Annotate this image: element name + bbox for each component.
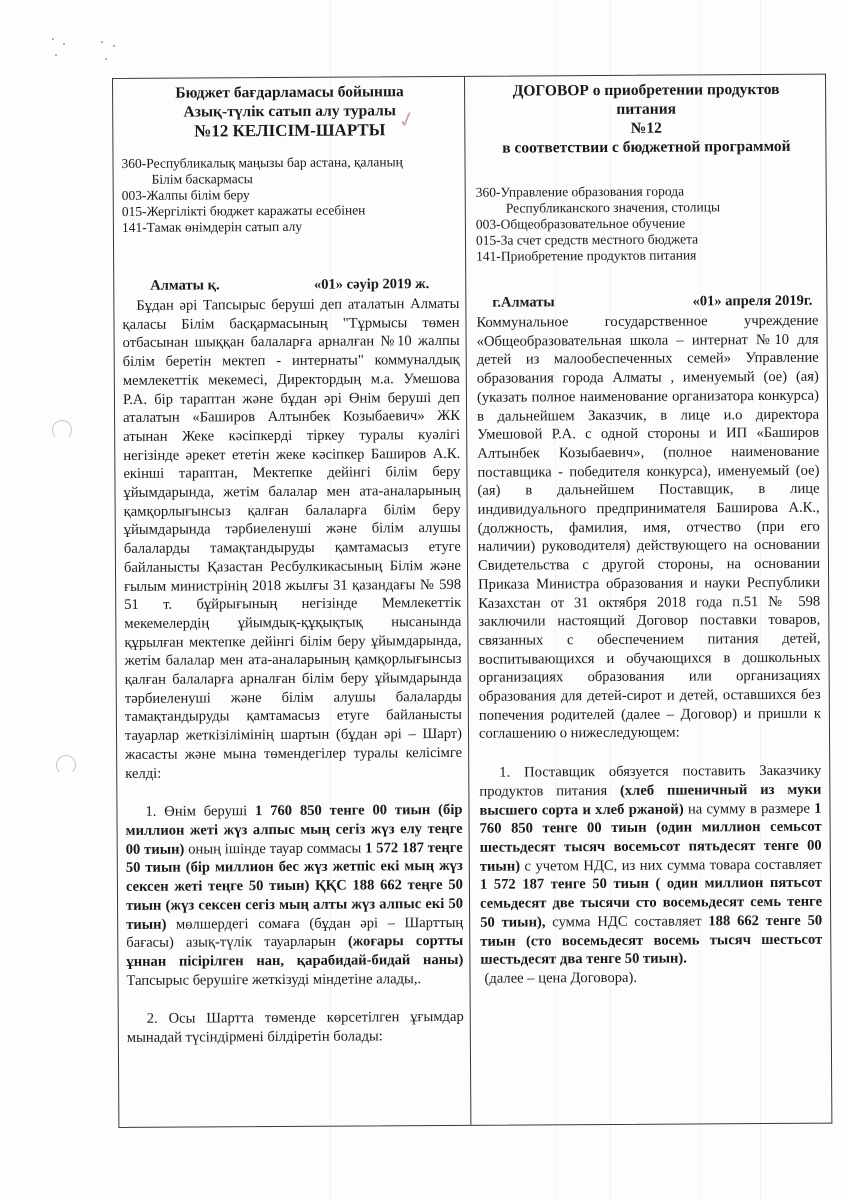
kz-products: (жоғары сортты ұннан пісірілген нан, қарабидай-бидай наны) [126,933,464,970]
ru-amount-total: 1 760 850 тенге 00 тиын (один миллион семьсот шестьдесят тысяч восемьсот пятьдесят тенге 00 тиын) [479,800,822,875]
kz-preamble: Бұдан әрі Тапсырыс беруші деп аталатын Алматы қаласы Білім басқармасының "Тұрмысы төмен отбасынан шыққан балаларға арналған №10 жалпы білім беретін мектеп - интернаты" коммуналдық мемлекеттік мекемесі, Директордың м.а. Умешова Р.А. бір тараптан және бұдан әрі Өнім беруші деп аталатын «Баширов Алтынбек Козыбаевич» ЖК атынан Жеке кәсіпкерді тіркеу туралы куәлігі негізінде әрекет ететін жеке кәсіпкер Баширов А.К. екінші тараптан, Мектепке дейінгі білім беру ұйымдарында, жетім балалар мен ата-аналарының қамқорлығынсыз қалған балаларға білім беру ұйымдарында тәрбиеленуші және білім алушы балаларды тамақтандыруды қамтамасыз етуге байланысты Қазастан Ресбулкикасының Білім және ғылым министрінің 2018 жылғы 31 қазандағы № 598 51 т. бұйрығының негізінде Мемлекеттік мекемелердің ұйымдық-құқықтық нысанында құрылған мектепке дейінгі білім беру ұйымдарында, жетім балалар мен ата-аналарының қамқорлығынсыз қалған балаларға арналған білім беру ұйымдарында тәрбиеленуші және білім алушы балаларды тамақтандыруды қамтамасыз етуге байланысты тауарлар жеткізілімінің шартын (бұдан әрі – Шарт) жасасты және мына төмендегілер туралы келісімге келді: [122,295,463,782]
ru-title-line-4: в соответствии с бюджетной программой [502,137,791,157]
ru-budget-code: 003-Общеобразовательное обучение [475,215,686,232]
ru-clause-1-text: сумма НДС составляет [545,913,709,931]
ru-clause-1-text: 1. Поставщик обязуется поставить Заказчику продуктов питания [479,762,822,800]
kz-clause-1-text: мөлшердегі сомаға (бұдан әрі – Шарттың бағасы) азық-түлік тауарларын [126,914,464,952]
kz-place-date [122,276,459,295]
ru-date: «01» апреля 2019г. [692,292,813,310]
ru-budget-code-continuation: Республиканского значения, столицы [505,199,721,216]
kz-amount-goods: 1 572 187 теңге 50 тиын (бір миллион бес жүз жетпіс екі мың жүз сексен жеті теңге 50 тиын) ҚҚС 188 662 теңге 50 тиын (жүз сексен сегіз мың алты жүз алпыс екі 50 тиын) [125,839,464,933]
ru-body [476,312,822,989]
ru-amount-vat: 188 662 тенге 50 тиын (сто восемьдесят восемь тысяч шестьсот шестьдесят два тенге 50 тиын). [480,912,823,968]
kz-budget-code: 360-Республикалық маңызы бар астана, қаланың [121,154,403,171]
kazakh-column [113,77,471,1127]
ru-title-line-3: №12 [630,119,662,137]
ru-amount-goods: 1 572 187 тенге 50 тиын ( один миллион пятьсот семьдесят две тысячи сто восемьдесят семь тенге 50 тиын), [479,875,823,931]
kz-title-line-2: Азық-түлік сатып алу туралы [183,102,396,121]
ru-price-note: (далее – цена Договора). [484,969,638,987]
kz-clause-1-text: Тапсырыс берушіге жеткізуді міндетіне алады,. [126,970,422,989]
scan-specks [45,30,125,70]
ru-clause-1-text: на сумму в размере [683,800,815,818]
kz-budget-code: 003-Жалпы білім беру [121,187,250,203]
kz-clause-1 [125,801,463,990]
punch-hole-top [52,420,72,440]
kz-budget-codes [121,154,458,236]
ru-title-line-2: питания [616,100,677,118]
ru-clause-1 [479,762,822,970]
kz-title-line-1: Бюджет бағдарламасы бойынша [175,83,404,102]
kz-city: Алматы қ. [150,277,220,294]
ru-preamble: Коммунальное государственное учреждение «Общеобразовательная школа – интернат №10 для детей из малообеспеченных семей» Управление образования города Алматы , именуемый (ое) (ая) (указать полное наименование организатора конкурса) в дальнейшем Заказчик, в лице и.о директора Умешовой Р.А. с одной стороны и ИП «Баширов Алтынбек Козыбаевич», (полное наименование поставщика - победителя конкурса), именуемый (ое) (ая) в дальнейшем Поставщик, в лице индивидуального предпринимателя Баширова А.К., (должность, фамилия, имя, отчество (при его наличии) руководителя) действующего на основании Свидетельства с другой стороны, на основании Приказа Министра образования и науки Республики Казахстан от 31 октября 2018 года п.51 № 598 заключили настоящий Договор поставки товаров, связанных с обеспечением питания детей, воспитывающихся и обучающихся в дошкольных организациях образования или организациях образования для детей-сирот и детей, оставшихся без попечения родителей (далее – Договор) и пришли к соглашению о нижеследующем: [476,312,821,743]
kz-budget-code: 141-Тамак өнімдерін сатып алу [121,218,303,235]
ru-budget-code: 360-Управление образования города [475,183,685,200]
kz-budget-code: 015-Жергілікті бюджет каражаты есебінен [121,202,366,219]
handwritten-check-mark: ✓ [395,106,420,135]
kz-clause-2: 2. Осы Шартта төменде көрсетілген ұғымдар мынадай түсіндірмені білдіретін болады: [126,1009,464,1046]
ru-city: г.Алматы [492,294,555,311]
contract-table [112,74,832,1128]
kz-clause-1-text: оның ішінде тауар соммасы [184,840,366,858]
ru-title-line-1: ДОГОВОР о приобретении продуктов [512,80,780,100]
ru-budget-codes [476,183,818,265]
kz-budget-code-continuation: Білім баскармасы [151,171,253,187]
punch-hole-bottom [56,755,76,775]
ru-clause-1-text: с учетом НДС, из них сумма товара составляет [520,856,822,875]
kz-date: «01» сәуір 2019 ж. [313,276,430,293]
kz-body [122,295,464,1048]
ru-budget-code: 015-За счет средств местного бюджета [475,231,699,248]
ru-budget-code: 141-Приобретение продуктов питания [476,247,697,264]
kz-title-line-3: №12 КЕЛІСІМ-ШАРТЫ [194,120,386,141]
kz-amount-total: 1 760 850 тенге 00 тиын (бір миллион жеті жүз алпыс мың сегіз жүз елу теңге 00 тиын) [125,802,463,858]
russian-column [465,75,831,1125]
ru-place-date [476,293,818,312]
ru-products: (хлеб пшеничный из муки высшего сорта и хлеб ржаной) [479,781,822,819]
kz-clause-1-text: 1. Өнім беруші [145,803,256,821]
